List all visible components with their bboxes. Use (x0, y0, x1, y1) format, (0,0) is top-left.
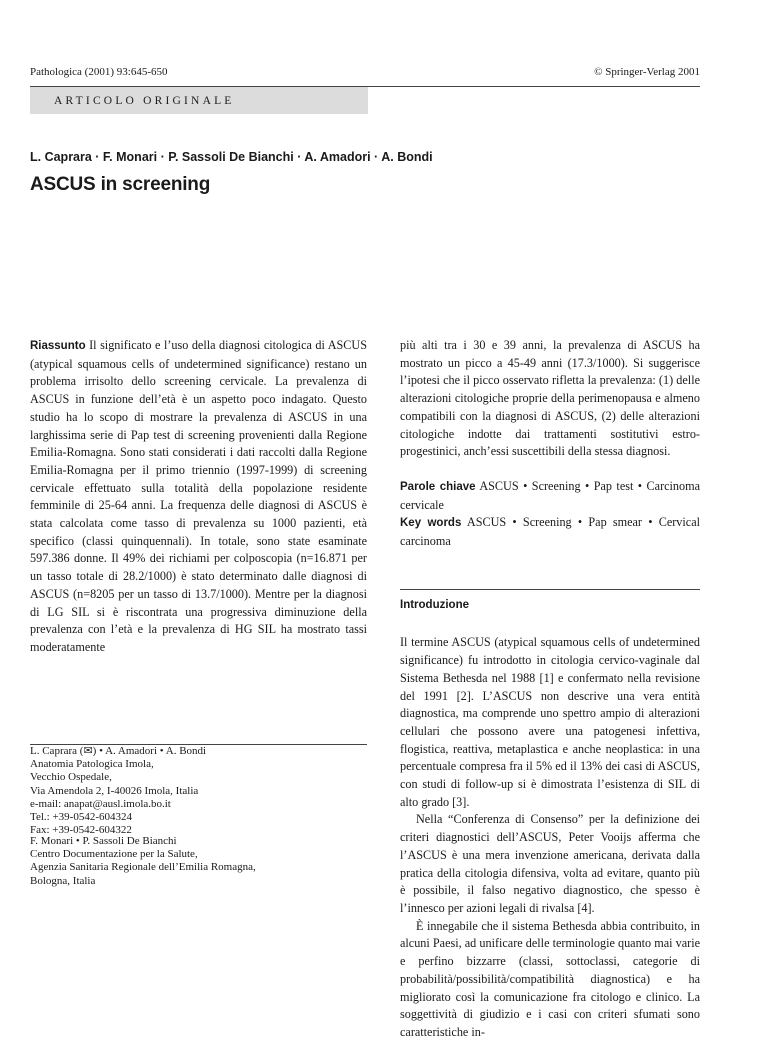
journal-citation: Pathologica (2001) 93:645-650 (30, 66, 168, 78)
address2-line: Agenzia Sanitaria Regionale dell’Emilia Romagna, (30, 861, 256, 874)
keywords-block (400, 478, 700, 551)
intro-paragraph-2: Nella “Conferenza di Consenso” per la definizione dei criteri diagnostici dell’ASCUS, Peter Vooijs afferma che l’ASCUS è una mera invenzione americana, derivata dalla pratica della citologia difensiva, volta ad evitare, quanto più è possibile, il falso negativo diagnostico, che spesso è l’innesco per azioni legali di rivalsa [4]. (400, 812, 700, 915)
address1-fax: Fax: +39-0542-604322 (30, 824, 132, 837)
intro-heading: Introduzione (400, 598, 469, 611)
right-column (400, 337, 700, 1042)
keywords-en-label: Key words (400, 517, 462, 530)
abstract-text: Il significato e l’uso della diagnosi citologica di ASCUS (atypical squamous cells of undetermined significance) restano un problema irrisolto dello screening cervicale. La prevalenza di ASCUS in funzione dell’età è un aspetto poco indagato. Questo studio ha lo scopo di mostrare la prevalenza di ASCUS in una larghissima serie di Pap test di screening provenienti dalla Regione Emilia-Romagna. Sono stati considerati i dati raccolti dalla Regione Emilia-Romagna per il primo triennio (1997-1999) di screening cervicale effettuato sulla totalità della popolazione residente femminile di 25-64 anni. La frequenza delle diagnosi di ASCUS è stata calcolata come tasso di prevalenza su 1000 pazienti, età specifico (classi quinquennali). In totale, sono state esaminate 597.386 donne. Il 49% dei richiami per colposcopia (n=16.871 per un tasso totale di 28.2/1000) è stato determinato dalle diagnosi di ASCUS (n=8205 per un tasso di 13.7/1000). Mentre per la diagnosi di LG SIL si è riscontrata una progressiva diminuzione della prevalenza con l’età e la prevalenza di HG SIL ha mostrato tassi moderatamente (30, 338, 368, 654)
address2-line: Bologna, Italia (30, 874, 96, 887)
second-address (30, 835, 367, 888)
corresponding-address (30, 745, 367, 837)
author-list: L. Caprara · F. Monari · P. Sassoli De Bianchi · A. Amadori · A. Bondi (30, 150, 433, 164)
address1-phone: Tel.: +39-0542-604324 (30, 811, 132, 824)
address1-line: Anatomia Patologica Imola, (30, 758, 154, 771)
article-title: ASCUS in screening (30, 174, 211, 195)
keywords-it-label: Parole chiave (400, 480, 476, 493)
abstract-continued: più alti tra i 30 e 39 anni, la prevalenza di ASCUS ha mostrato un picco a 45-49 anni (17.3/1000). Si suggerisce l’ipotesi che il picco osservato rifletta la prevalenza: (1) delle alterazioni citologiche proprie della perimenopausa e almeno compatibili con la diagnosi di ASCUS, (2) delle alterazioni citologiche indotte dai trattamenti sostitutivi estro-progestinici, anch’essi suscettibili della stessa diagnosi. (400, 338, 700, 459)
section-label: ARTICOLO ORIGINALE (30, 87, 368, 114)
address2-authors: F. Monari • P. Sassoli De Bianchi (30, 835, 177, 847)
intro-paragraph-3: È innegabile che il sistema Bethesda abbia contribuito, in alcuni Paesi, ad unificare delle terminologie quanto mai varie e perfino bizzarre (classi, sottoclassi, categorie di probabilità/possibilità/compatibilità diagnostica) e ha migliorato così la comunicazione fra citologo e clinico. La soggettività di giudizio e i casi con criteri sfumati sono caratteristiche in- (400, 918, 700, 1039)
intro-body (400, 634, 700, 1041)
intro-paragraph-1: Il termine ASCUS (atypical squamous cells of undetermined significance) fu introdotto in citologia cervico-vaginale dal Sistema Bethesda nel 1988 [1] e confermato nella revisione del 1991 [2]. L’ASCUS non descrive una vera entità diagnostica, ma comprende uno spettro ampio di alterazioni cellulari che possono avere una patogenesi infettiva, flogistica, reattiva, metaplastica e anche neoplastica: in una percentuale compresa fra il 5% ed il 13% dei casi di ASCUS, con studi di follow-up si è dimostrata l’esistenza di SIL di alto grado [3]. (400, 635, 700, 809)
address1-email: e-mail: anapat@ausl.imola.bo.it (30, 797, 171, 810)
abstract-label: Riassunto (30, 340, 86, 352)
abstract-left-column (30, 337, 367, 657)
keywords-en: ASCUS • Screening • Pap smear • Cervical carcinoma (400, 515, 700, 549)
address1-line: Vecchio Ospedale, (30, 771, 112, 784)
address1-authors: L. Caprara (✉) • A. Amadori • A. Bondi (30, 745, 207, 757)
keywords-it: ASCUS • Screening • Pap test • Carcinoma cervicale (400, 478, 700, 512)
copyright-notice: © Springer-Verlag 2001 (594, 66, 700, 78)
address2-line: Centro Documentazione per la Salute, (30, 848, 198, 861)
address1-line: Via Amendola 2, I-40026 Imola, Italia (30, 784, 199, 797)
